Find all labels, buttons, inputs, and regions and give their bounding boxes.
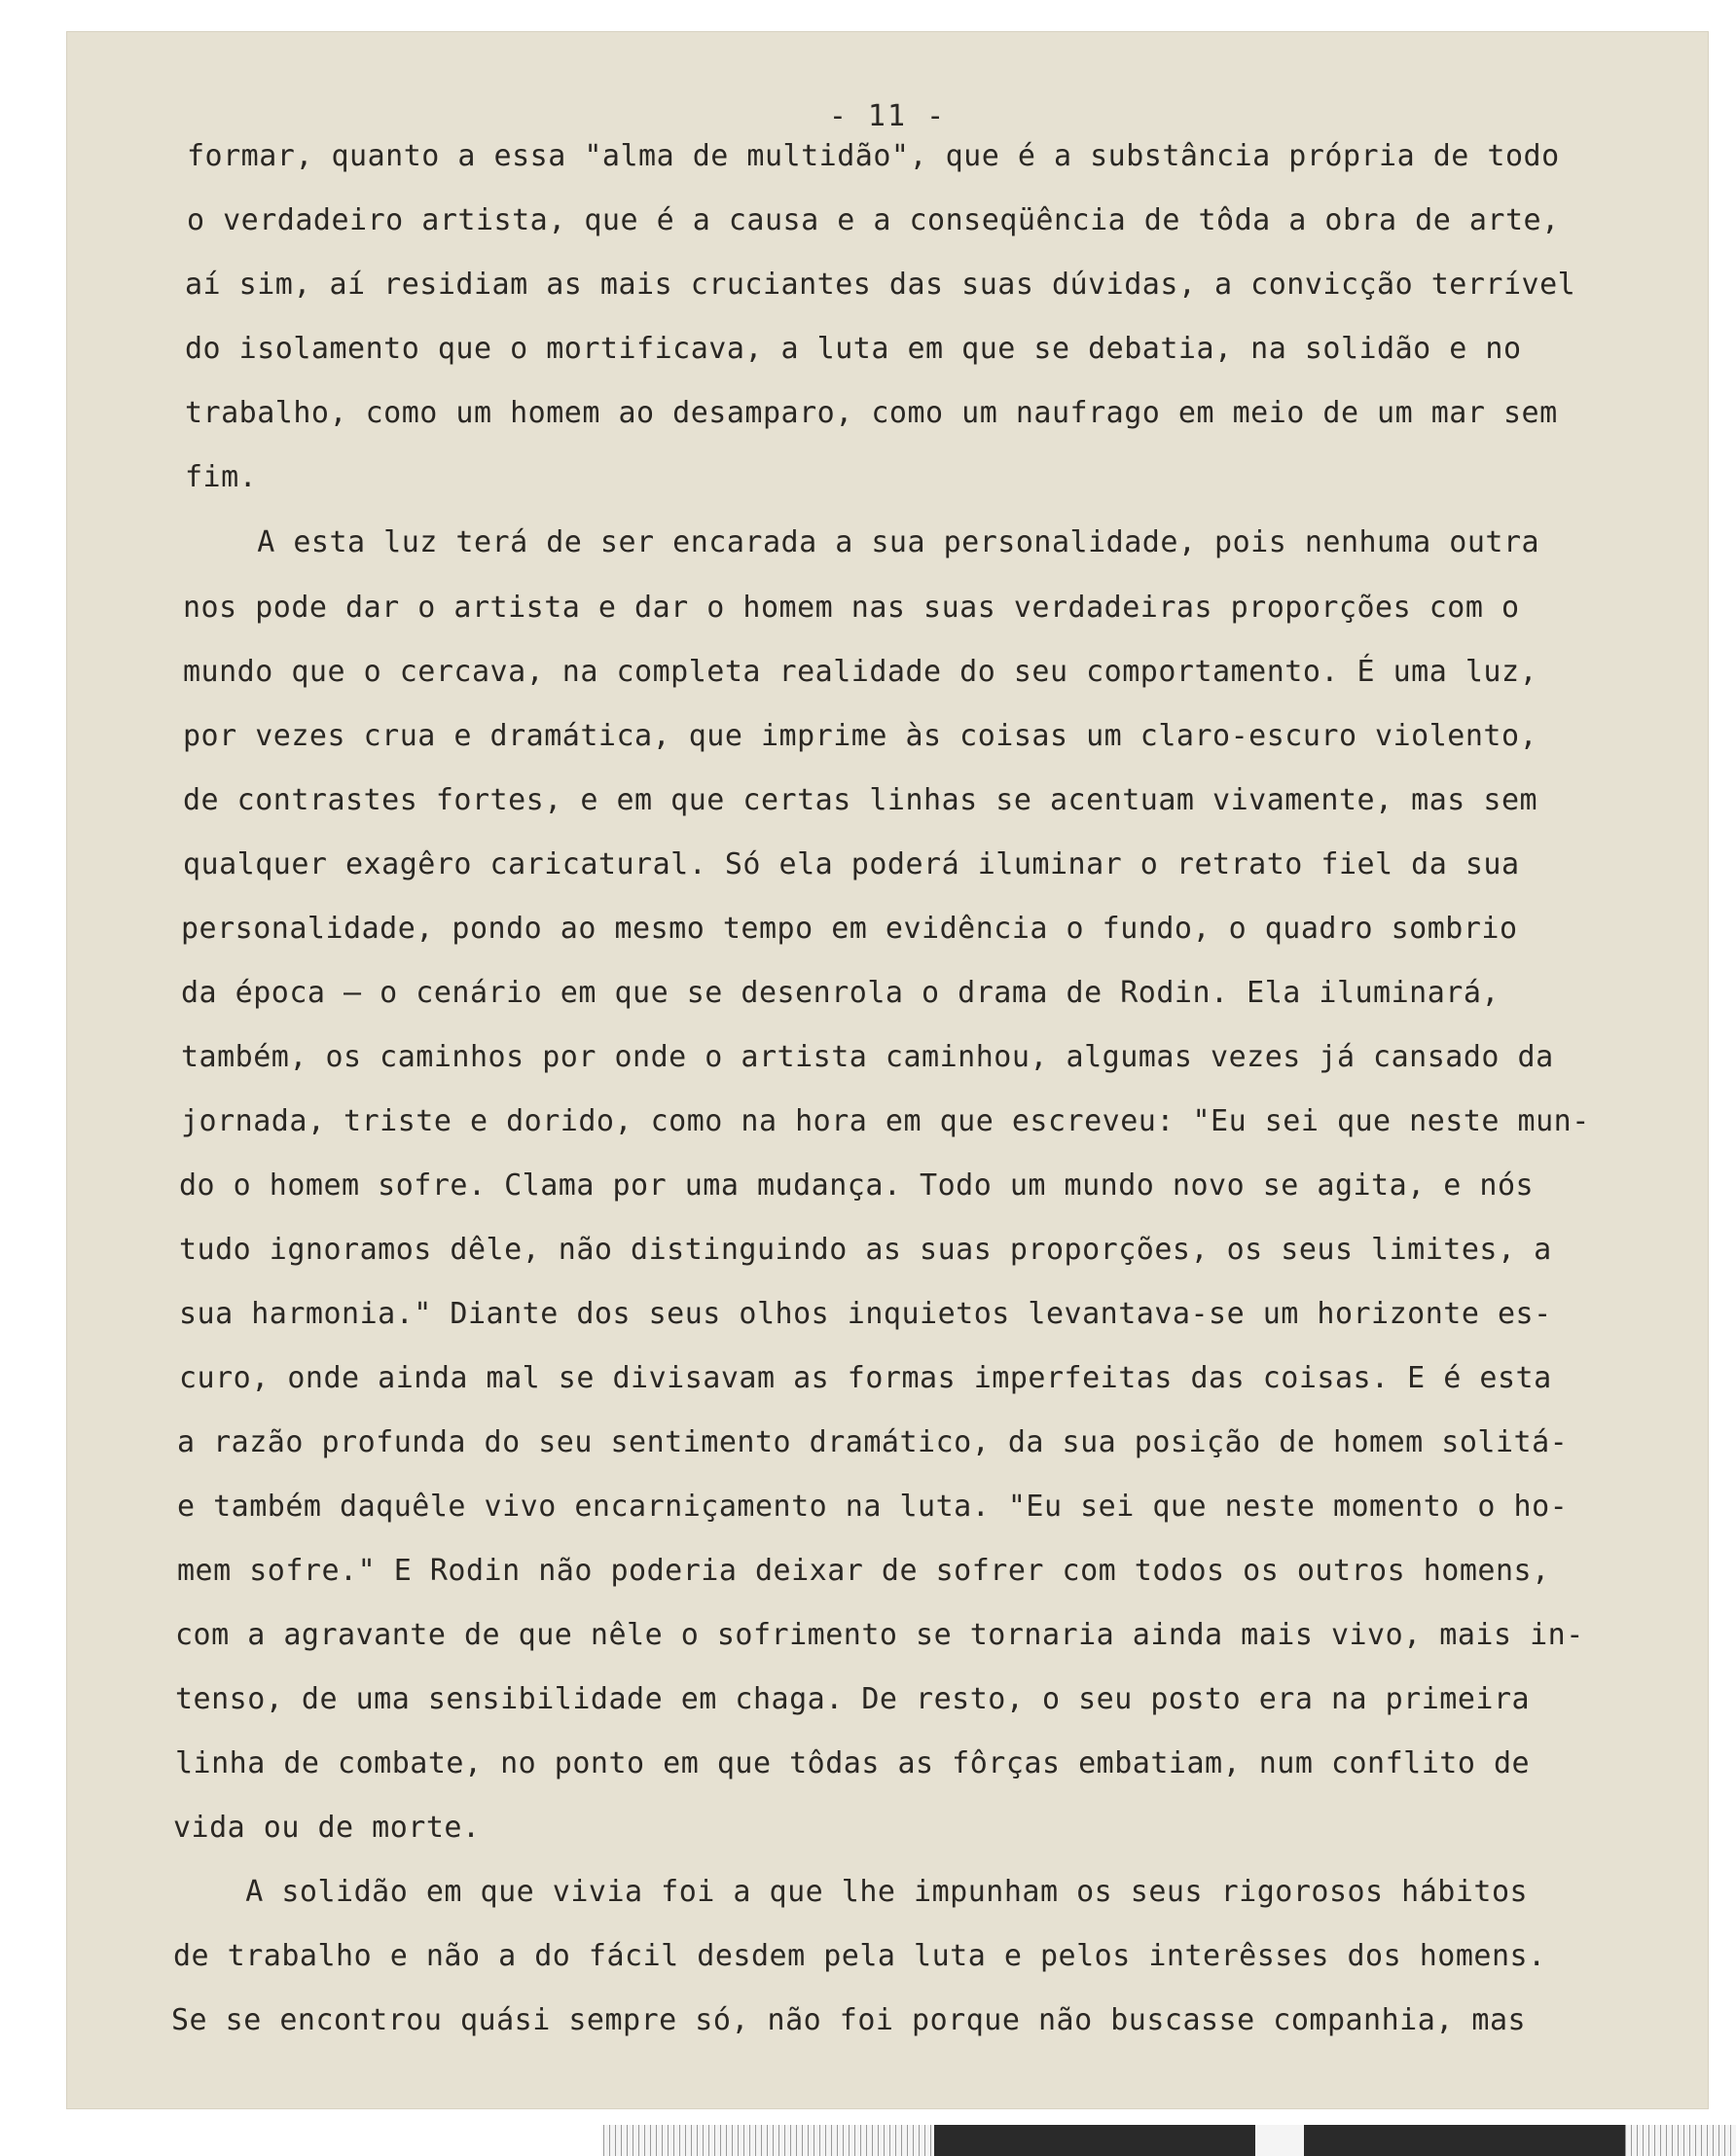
text-line: tenso, de uma sensibilidade em chaga. De resto, o seu posto era na primeira (175, 1682, 1531, 1716)
text-line: Se se encontrou quási sempre só, não foi porque não buscasse companhia, mas (171, 2003, 1527, 2037)
text-line: jornada, triste e dorido, como na hora em que escreveu: "Eu sei que neste mun- (181, 1104, 1590, 1138)
text-line: qualquer exagêro caricatural. Só ela poderá iluminar o retrato fiel da sua (183, 847, 1520, 881)
text-line: A esta luz terá de ser encarada a sua personalidade, pois nenhuma outra (185, 525, 1540, 559)
text-line: linha de combate, no ponto em que tôdas as fôrças embatiam, num conflito de (175, 1746, 1531, 1780)
page-number: - 11 - (828, 99, 947, 133)
text-line: formar, quanto a essa "alma de multidão", que é a substância própria de todo (187, 139, 1560, 173)
text-line: a razão profunda do seu sentimento dramático, da sua posição de homem solitá- (177, 1425, 1569, 1459)
text-line: de contrastes fortes, e em que certas linhas se acentuam vivamente, mas sem (183, 783, 1538, 817)
text-line: curo, onde ainda mal se divisavam as formas imperfeitas das coisas. E é esta (179, 1361, 1552, 1395)
text-line: com a agravante de que nêle o sofrimento se tornaria ainda mais vivo, mais in- (175, 1618, 1584, 1652)
text-line: personalidade, pondo ao mesmo tempo em evidência o fundo, o quadro sombrio (181, 912, 1518, 946)
text-line: fim. (185, 460, 258, 494)
text-line: tudo ignoramos dêle, não distinguindo as suas proporções, os seus limites, a (179, 1233, 1552, 1267)
text-line: do isolamento que o mortificava, a luta em que se debatia, na solidão e no (185, 332, 1522, 366)
text-line: do o homem sofre. Clama por uma mudança. Todo um mundo novo se agita, e nós (179, 1168, 1535, 1203)
text-line: também, os caminhos por onde o artista caminhou, algumas vezes já cansado da (181, 1040, 1554, 1074)
text-line: nos pode dar o artista e dar o homem nas suas verdadeiras proporções com o (183, 591, 1520, 625)
text-line: da época — o cenário em que se desenrola o drama de Rodin. Ela iluminará, (181, 976, 1500, 1010)
text-line: A solidão em que vivia foi a que lhe impunham os seus rigorosos hábitos (173, 1875, 1529, 1909)
text-line: mundo que o cercava, na completa realidade do seu comportamento. É uma luz, (183, 655, 1538, 689)
text-line: o verdadeiro artista, que é a causa e a conseqüência de tôda a obra de arte, (187, 203, 1560, 237)
text-line: sua harmonia." Diante dos seus olhos inquietos levantava-se um horizonte es- (179, 1297, 1552, 1331)
text-line: trabalho, como um homem ao desamparo, como um naufrago em meio de um mar sem (185, 396, 1558, 430)
text-line: aí sim, aí residiam as mais cruciantes das suas dúvidas, a convicção terrível (185, 268, 1576, 302)
text-line: mem sofre." E Rodin não poderia deixar de sofrer com todos os outros homens, (177, 1554, 1550, 1588)
text-line: vida ou de morte. (173, 1811, 481, 1845)
text-line: e também daquêle vivo encarniçamento na luta. "Eu sei que neste momento o ho- (177, 1490, 1569, 1524)
scan-color-strip (603, 2125, 1736, 2156)
text-line: de trabalho e não a do fácil desdem pela luta e pelos interêsses dos homens. (173, 1939, 1546, 1973)
text-line: por vezes crua e dramática, que imprime às coisas um claro-escuro violento, (183, 719, 1538, 753)
